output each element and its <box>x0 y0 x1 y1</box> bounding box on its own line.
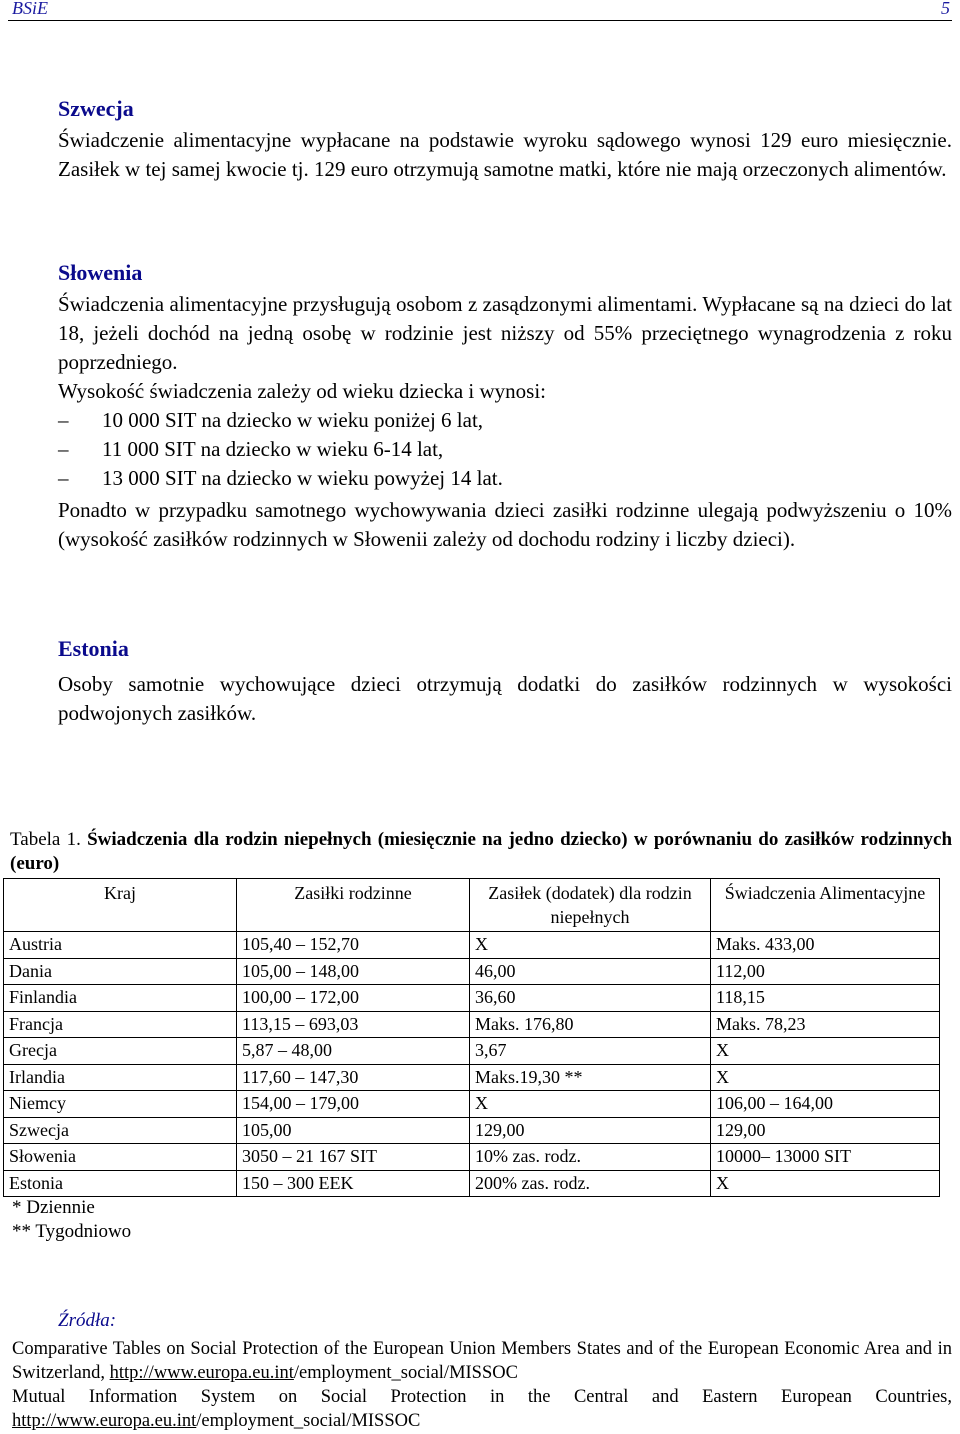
table-cell: Słowenia <box>4 1144 237 1171</box>
table-row <box>4 958 940 985</box>
table-cell: 117,60 – 147,30 <box>237 1064 470 1091</box>
source-2: Mutual Information System on Social Protection in the Central and Eastern European Countries, http://www.europa.eu.int/employment_social/MISSOC <box>12 1387 952 1431</box>
heading-szwecja: Szwecja <box>58 96 134 121</box>
table-cell: 3050 – 21 167 SIT <box>237 1144 470 1171</box>
paragraph-slowenia-1: Świadczenia alimentacyjne przysługują osobom z zasądzonymi alimentami. Wypłacane są na dzieci do lat 18, jeżeli dochód na jedną osobę w rodzinie jest niższy od 55% przeciętnego wynagrodzenia z roku poprzedniego. <box>58 292 952 374</box>
table-cell: Niemcy <box>4 1091 237 1118</box>
table-cell: 46,00 <box>470 958 711 985</box>
section-szwecja <box>58 96 952 184</box>
table-cell: 3,67 <box>470 1038 711 1065</box>
table-cell: 10% zas. rodz. <box>470 1144 711 1171</box>
table-cell: 105,40 – 152,70 <box>237 932 470 959</box>
paragraph-slowenia-3: Ponadto w przypadku samotnego wychowywania dzieci zasiłki rodzinne ulegają podwyższeniu o 10% (wysokość zasiłków rodzinnych w Słowenii zależy od dochodu rodziny i liczby dzieci). <box>58 498 952 551</box>
amount-list <box>58 406 952 493</box>
table-row <box>4 1170 940 1197</box>
table-cell: 10000– 13000 SIT <box>711 1144 940 1171</box>
header-title: BSiE <box>12 0 48 18</box>
table-cell: Maks. 433,00 <box>711 932 940 959</box>
comparison-table <box>3 878 940 1197</box>
table-cell: 129,00 <box>711 1117 940 1144</box>
table-cell: 105,00 <box>237 1117 470 1144</box>
table-cell: Austria <box>4 932 237 959</box>
table-cell: 200% zas. rodz. <box>470 1170 711 1197</box>
table-cell: 154,00 – 179,00 <box>237 1091 470 1118</box>
sources-heading: Źródła: <box>58 1310 117 1331</box>
footnote-daily: * Dziennie <box>12 1197 95 1218</box>
table-cell: Maks. 78,23 <box>711 1011 940 1038</box>
column-header: Zasiłki rodzinne <box>237 879 470 932</box>
table-cell: Maks. 176,80 <box>470 1011 711 1038</box>
table-cell: X <box>470 932 711 959</box>
source-1-link[interactable]: http://www.europa.eu.int <box>109 1363 294 1383</box>
table-cell: Irlandia <box>4 1064 237 1091</box>
table-cell: Estonia <box>4 1170 237 1197</box>
table-cell: 129,00 <box>470 1117 711 1144</box>
table-cell: X <box>470 1091 711 1118</box>
table-row <box>4 985 940 1012</box>
table-cell: 150 – 300 EEK <box>237 1170 470 1197</box>
list-item: – 11 000 SIT na dziecko w wieku 6-14 lat, <box>58 437 444 461</box>
table-row <box>4 1011 940 1038</box>
table-cell: 100,00 – 172,00 <box>237 985 470 1012</box>
column-header: Świadczenia Alimentacyjne <box>711 879 940 932</box>
heading-slowenia: Słowenia <box>58 260 143 285</box>
source-1: Comparative Tables on Social Protection of the European Union Members States and of the European Economic Area and in Switzerland, http://www.europa.eu.int/employment_social/MISSOC <box>12 1339 952 1383</box>
table-row <box>4 1091 940 1118</box>
table-cell: X <box>711 1170 940 1197</box>
heading-estonia: Estonia <box>58 636 129 661</box>
table-cell: Francja <box>4 1011 237 1038</box>
table-cell: Finlandia <box>4 985 237 1012</box>
table-header-row <box>4 879 940 932</box>
table-cell: 5,87 – 48,00 <box>237 1038 470 1065</box>
paragraph-estonia: Osoby samotnie wychowujące dzieci otrzymują dodatki do zasiłków rodzinnych w wysokości podwojonych zasiłków. <box>58 672 952 725</box>
table-row <box>4 1064 940 1091</box>
table-cell: 105,00 – 148,00 <box>237 958 470 985</box>
table-cell: 112,00 <box>711 958 940 985</box>
table-cell: 36,60 <box>470 985 711 1012</box>
table-cell: Maks.19,30 ** <box>470 1064 711 1091</box>
table-cell: Dania <box>4 958 237 985</box>
footnote-weekly: ** Tygodniowo <box>12 1221 132 1242</box>
section-estonia <box>58 636 952 728</box>
column-header: Zasiłek (dodatek) dla rodzin niepełnych <box>470 879 711 932</box>
section-slowenia <box>58 260 952 554</box>
table-cell: X <box>711 1064 940 1091</box>
table-cell: 106,00 – 164,00 <box>711 1091 940 1118</box>
table-caption: Tabela 1. Świadczenia dla rodzin niepełnych (miesięcznie na jedno dziecko) w porównaniu do zasiłków rodzinnych (euro) <box>10 829 953 874</box>
table-row <box>4 932 940 959</box>
page-number: 5 <box>941 0 950 18</box>
table-row <box>4 1117 940 1144</box>
page-header <box>8 0 952 21</box>
table-cell: Szwecja <box>4 1117 237 1144</box>
list-item: – 10 000 SIT na dziecko w wieku poniżej 6 lat, <box>58 408 484 432</box>
table-cell: X <box>711 1038 940 1065</box>
list-item: – 13 000 SIT na dziecko w wieku powyżej 14 lat. <box>58 466 503 490</box>
paragraph-slowenia-2: Wysokość świadczenia zależy od wieku dziecka i wynosi: <box>58 379 546 403</box>
table-row <box>4 1144 940 1171</box>
table-row <box>4 1038 940 1065</box>
source-2-link[interactable]: http://www.europa.eu.int <box>12 1411 197 1431</box>
table-cell: 113,15 – 693,03 <box>237 1011 470 1038</box>
table-cell: 118,15 <box>711 985 940 1012</box>
column-header: Kraj <box>4 879 237 932</box>
paragraph-szwecja: Świadczenie alimentacyjne wypłacane na podstawie wyroku sądowego wynosi 129 euro miesięcznie. Zasiłek w tej samej kwocie tj. 129 euro otrzymują samotne matki, które nie mają orzeczonych alimentów. <box>58 128 952 181</box>
table-cell: Grecja <box>4 1038 237 1065</box>
